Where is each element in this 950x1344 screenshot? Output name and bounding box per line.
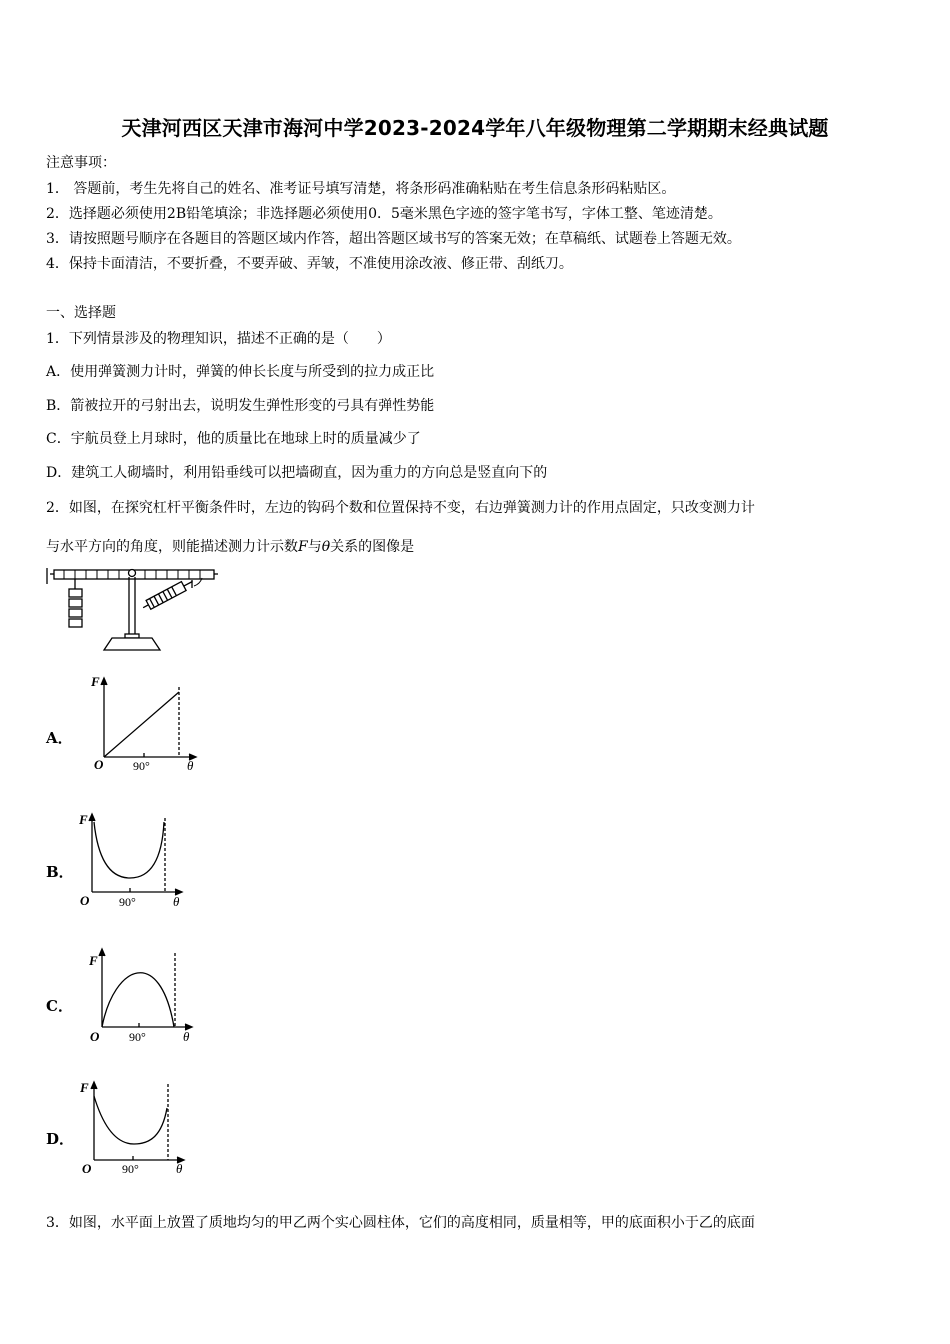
notice-item-2: 2．选择题必须使用2B铅笔填涂；非选择题必须使用0．5毫米黑色字迹的签字笔书写，字体工整、笔迹清楚。	[46, 206, 722, 222]
graph-b	[74, 810, 192, 914]
graph-d-y-label: F	[80, 1080, 89, 1095]
graph-a	[86, 672, 204, 776]
page-title: 天津河西区天津市海河中学2023-2024学年八年级物理第二学期期末经典试题	[121, 116, 829, 140]
graph-c-tick-90: 90°	[129, 1030, 146, 1044]
graph-c-origin: O	[90, 1029, 100, 1044]
question-1-stem: 1．下列情景涉及的物理知识，描述不正确的是（ ）	[46, 331, 391, 347]
graph-b-origin: O	[80, 893, 90, 908]
graph-a-x-label: θ	[187, 758, 194, 773]
graph-d-tick-90: 90°	[122, 1162, 139, 1176]
question-2-option-a-label: A．	[46, 729, 73, 747]
graph-b-x-label: θ	[173, 894, 180, 909]
question-2-line-2-pre: 与水平方向的角度，则能描述测力计示数	[46, 539, 298, 555]
lever-apparatus-figure	[42, 562, 222, 654]
graph-c-x-label: θ	[183, 1029, 190, 1044]
graph-c-curve	[102, 973, 174, 1027]
question-3-line-1: 3．如图，水平面上放置了质地均匀的甲乙两个实心圆柱体，它们的高度相同，质量相等，甲的底面积小于乙的底面	[46, 1215, 755, 1231]
question-1-option-b: B．箭被拉开的弓射出去，说明发生弹性形变的弓具有弹性势能	[46, 398, 435, 414]
question-2-line-2	[46, 536, 414, 556]
question-2-option-c-label: C．	[46, 997, 73, 1015]
question-1-option-d: D．建筑工人砌墙时，利用铅垂线可以把墙砌直，因为重力的方向总是竖直向下的	[46, 465, 548, 481]
graph-a-origin: O	[94, 757, 104, 772]
question-2-option-b-label: B．	[46, 863, 74, 881]
notice-item-4: 4．保持卡面清洁，不要折叠，不要弄破、弄皱，不准使用涂改液、修正带、刮纸刀。	[46, 256, 573, 272]
question-2-line-1: 2．如图，在探究杠杆平衡条件时，左边的钩码个数和位置保持不变，右边弹簧测力计的作用点固定，只改变测力计	[46, 500, 755, 516]
notice-heading: 注意事项：	[46, 155, 116, 171]
graph-a-tick-90: 90°	[133, 759, 150, 773]
graph-d-origin: O	[82, 1161, 92, 1176]
graph-d-x-label: θ	[176, 1161, 183, 1176]
graph-d	[76, 1078, 194, 1182]
question-2-line-2-post: 关系的图像是	[330, 539, 415, 555]
graph-d-curve	[94, 1096, 167, 1144]
question-1-option-a: A．使用弹簧测力计时，弹簧的伸长长度与所受到的拉力成正比	[46, 364, 435, 380]
graph-a-curve	[104, 692, 179, 757]
graph-b-curve	[94, 822, 164, 878]
notice-item-3: 3．请按照题号顺序在各题目的答题区域内作答，超出答题区域书写的答案无效；在草稿纸、试题卷上答题无效。	[46, 231, 741, 247]
graph-c-y-label: F	[89, 953, 98, 968]
section-heading: 一、选择题	[46, 305, 116, 321]
graph-c	[84, 945, 202, 1049]
variable-theta: θ	[321, 539, 331, 555]
question-1-option-c: C．宇航员登上月球时，他的质量比在地球上时的质量减少了	[46, 431, 421, 447]
notice-item-1: 1． 答题前，考生先将自己的姓名、准考证号填写清楚，将条形码准确粘贴在考生信息条形码粘贴区。	[46, 181, 676, 197]
graph-b-y-label: F	[79, 812, 88, 827]
graph-a-y-label: F	[91, 674, 100, 689]
question-2-option-d-label: D．	[46, 1130, 75, 1148]
question-2-line-2-mid: 与	[307, 539, 322, 555]
graph-b-tick-90: 90°	[119, 895, 136, 909]
variable-f: F	[298, 539, 308, 555]
